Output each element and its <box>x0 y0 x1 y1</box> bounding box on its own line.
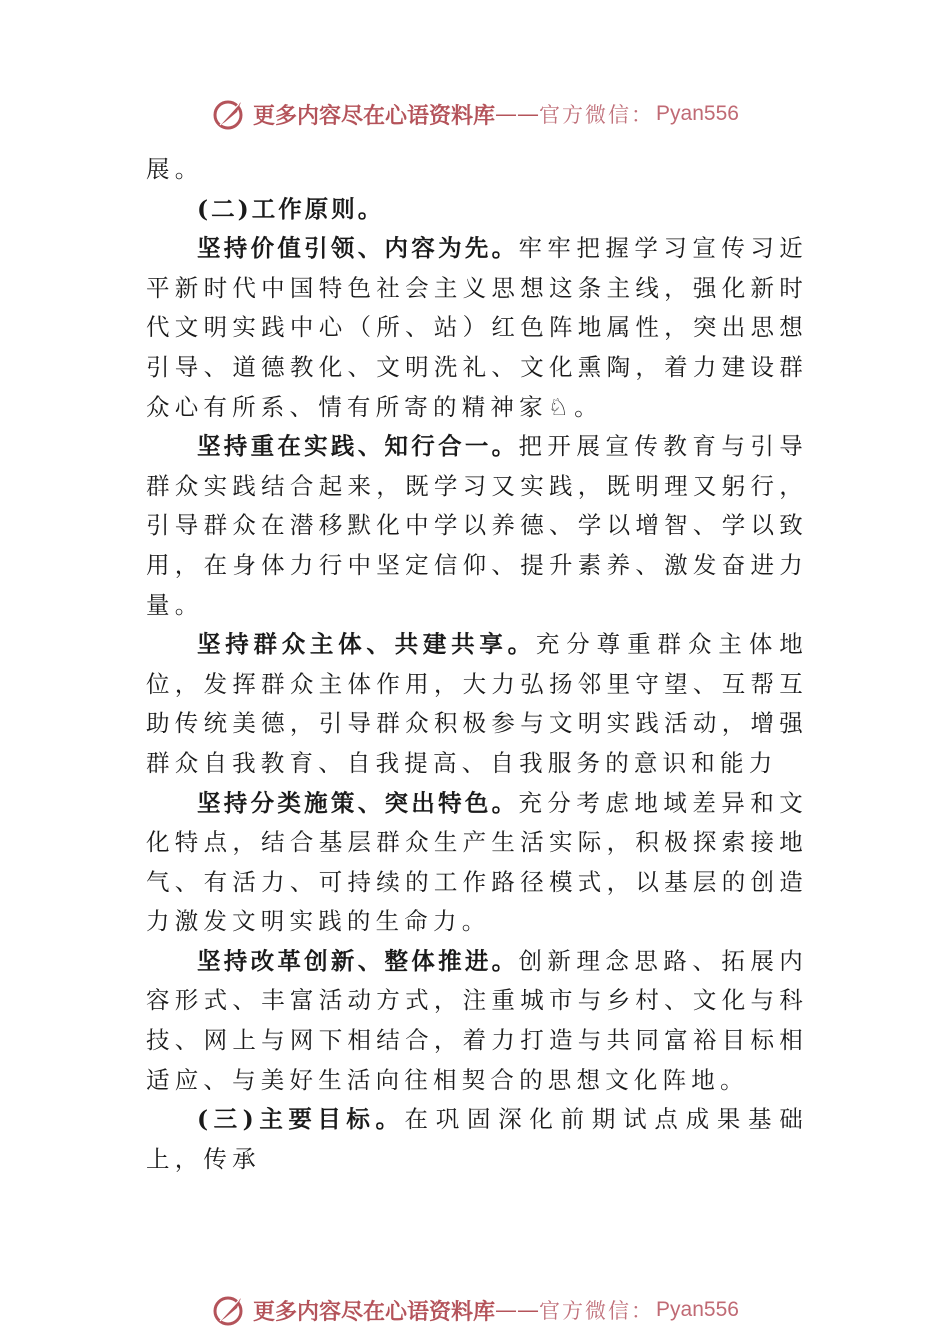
watermark-wechat-label: 官方微信 <box>539 103 632 127</box>
paragraph-text: 在巩固深化前期试点成果基础上，传承 <box>146 1105 808 1173</box>
watermark-brand: 更多内容尽在心语资料库 <box>253 102 496 129</box>
watermark-banner-bottom <box>0 1290 950 1330</box>
watermark-wechat-id: Pyan556 <box>656 102 739 125</box>
quill-logo-icon <box>211 96 247 132</box>
section-heading: (三)主要目标。 <box>197 1105 405 1134</box>
watermark-brand: 更多内容尽在心语资料库 <box>253 1298 496 1325</box>
paragraph-text: 牢牢把握学习宣传习近平新时代中国特色社会主义思想这条主线，强化新时代文明实践中心（所、站）红色阵地属性，突出思想引导、道德教化、文明洗礼、文化熏陶，着力建设群众心有所系、情有所寄的精神家♘。 <box>146 234 809 421</box>
section-heading-principles <box>146 190 808 230</box>
principle-heading: 坚持群众主体、共建共享。 <box>197 630 536 659</box>
principle-heading: 坚持价值引领、内容为先。 <box>197 234 519 263</box>
quill-logo-icon <box>211 1292 247 1328</box>
section-heading: (二)工作原则。 <box>197 194 385 223</box>
watermark-wechat-label: 官方微信 <box>539 1299 632 1323</box>
watermark-banner-top <box>0 94 950 134</box>
principle-paragraph <box>146 427 808 625</box>
paragraph-text: 创新理念思路、拓展内容形式、丰富活动方式，注重城市与乡村、文化与科技、网上与网下相结合，着力打造与共同富裕目标相适应、与美好生活向往相契合的思想文化阵地。 <box>146 946 809 1094</box>
principle-paragraph <box>146 625 808 783</box>
paragraph-text: 充分尊重群众主体地位，发挥群众主体作用，大力弘扬邻里守望、互帮互助传统美德，引导群众积极参与文明实践活动，增强群众自我教育、自我提高、自我服务的意识和能力 <box>146 630 808 777</box>
watermark-wechat-id: Pyan556 <box>656 1298 739 1321</box>
watermark-colon: ： <box>631 1299 653 1323</box>
paragraph-continuation <box>146 150 808 190</box>
principle-paragraph <box>146 942 808 1100</box>
paragraph-text: 展。 <box>146 155 204 183</box>
watermark-colon: ： <box>631 103 653 127</box>
paragraph-text: 把开展宣传教育与引导群众实践结合起来，既学习又实践，既明理又躬行，引导群众在潜移默化中学以养德、学以增智、学以致用，在身体力行中坚定信仰、提升素养、激发奋进力量。 <box>146 432 809 619</box>
principle-heading: 坚持重在实践、知行合一。 <box>197 432 519 461</box>
watermark-separator: —— <box>495 101 540 127</box>
section-heading-goals <box>146 1100 808 1179</box>
document-body <box>146 150 808 1179</box>
paragraph-text: 充分考虑地域差异和文化特点，结合基层群众生产生活实际，积极探索接地气、有活力、可持续的工作路径模式，以基层的创造力激发文明实践的生命力。 <box>146 788 809 936</box>
principle-paragraph <box>146 784 808 942</box>
principle-heading: 坚持分类施策、突出特色。 <box>197 788 519 817</box>
watermark-separator: —— <box>495 1297 540 1323</box>
principle-paragraph <box>146 229 808 427</box>
principle-heading: 坚持改革创新、整体推进。 <box>197 946 519 975</box>
